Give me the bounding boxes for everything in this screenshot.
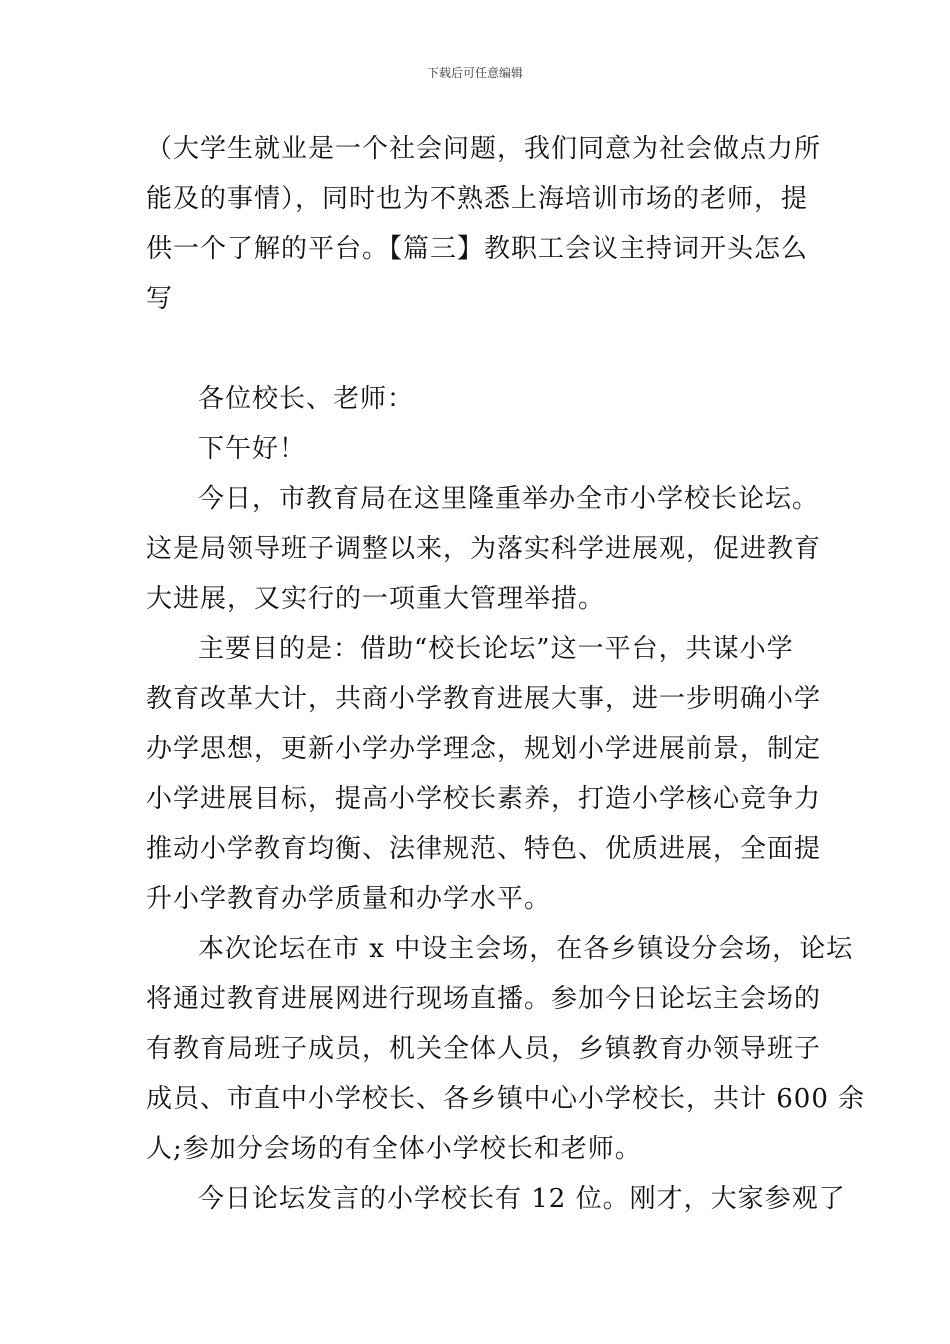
paragraph-line: 小学进展目标，提高小学校长素养，打造小学核心竞争力 bbox=[146, 784, 822, 814]
paragraph-line: 升小学教育办学质量和办学水平。 bbox=[146, 884, 552, 914]
paragraph-line: 成员、市直中小学校长、各乡镇中心小学校长，共计 600 余 bbox=[146, 1084, 866, 1114]
paragraph-line: 供一个了解的平台。【篇三】教职工会议主持词开头怎么 bbox=[146, 234, 809, 264]
paragraph-line: 人;参加分会场的有全体小学校长和老师。 bbox=[146, 1134, 642, 1164]
paragraph-line: 今日，市教育局在这里隆重举办全市小学校长论坛。 bbox=[198, 484, 820, 514]
paragraph-line: 能及的事情），同时也为不熟悉上海培训市场的老师，提 bbox=[146, 184, 809, 214]
paragraph-line: 教育改革大计，共商小学教育进展大事，进一步明确小学 bbox=[146, 684, 822, 714]
paragraph-line: 推动小学教育均衡、法律规范、特色、优质进展，全面提 bbox=[146, 834, 822, 864]
document-body bbox=[146, 124, 866, 1224]
page-header: 下载后可任意编辑 bbox=[426, 66, 523, 80]
paragraph-line: （大学生就业是一个社会问题，我们同意为社会做点力所 bbox=[146, 134, 822, 164]
paragraph-line: 大进展，又实行的一项重大管理举措。 bbox=[146, 584, 606, 614]
paragraph-line: 写 bbox=[146, 284, 174, 314]
paragraph-line: 主要目的是：借助“校长论坛”这一平台，共谋小学 bbox=[198, 634, 794, 664]
greeting: 下午好！ bbox=[198, 434, 307, 464]
paragraph-line: 今日论坛发言的小学校长有 12 位。刚才，大家参观了 bbox=[198, 1184, 846, 1214]
paragraph-gap bbox=[146, 324, 812, 374]
paragraph-line: 有教育局班子成员，机关全体人员，乡镇教育办领导班子 bbox=[146, 1034, 822, 1064]
paragraph-line: 将通过教育进展网进行现场直播。参加今日论坛主会场的 bbox=[146, 984, 822, 1014]
paragraph-line: 本次论坛在市 x 中设主会场，在各乡镇设分会场，论坛 bbox=[198, 934, 854, 964]
paragraph-line: 这是局领导班子调整以来，为落实科学进展观，促进教育 bbox=[146, 534, 822, 564]
paragraph-line: 办学思想，更新小学办学理念，规划小学进展前景，制定 bbox=[146, 734, 822, 764]
salutation: 各位校长、老师： bbox=[198, 384, 415, 414]
